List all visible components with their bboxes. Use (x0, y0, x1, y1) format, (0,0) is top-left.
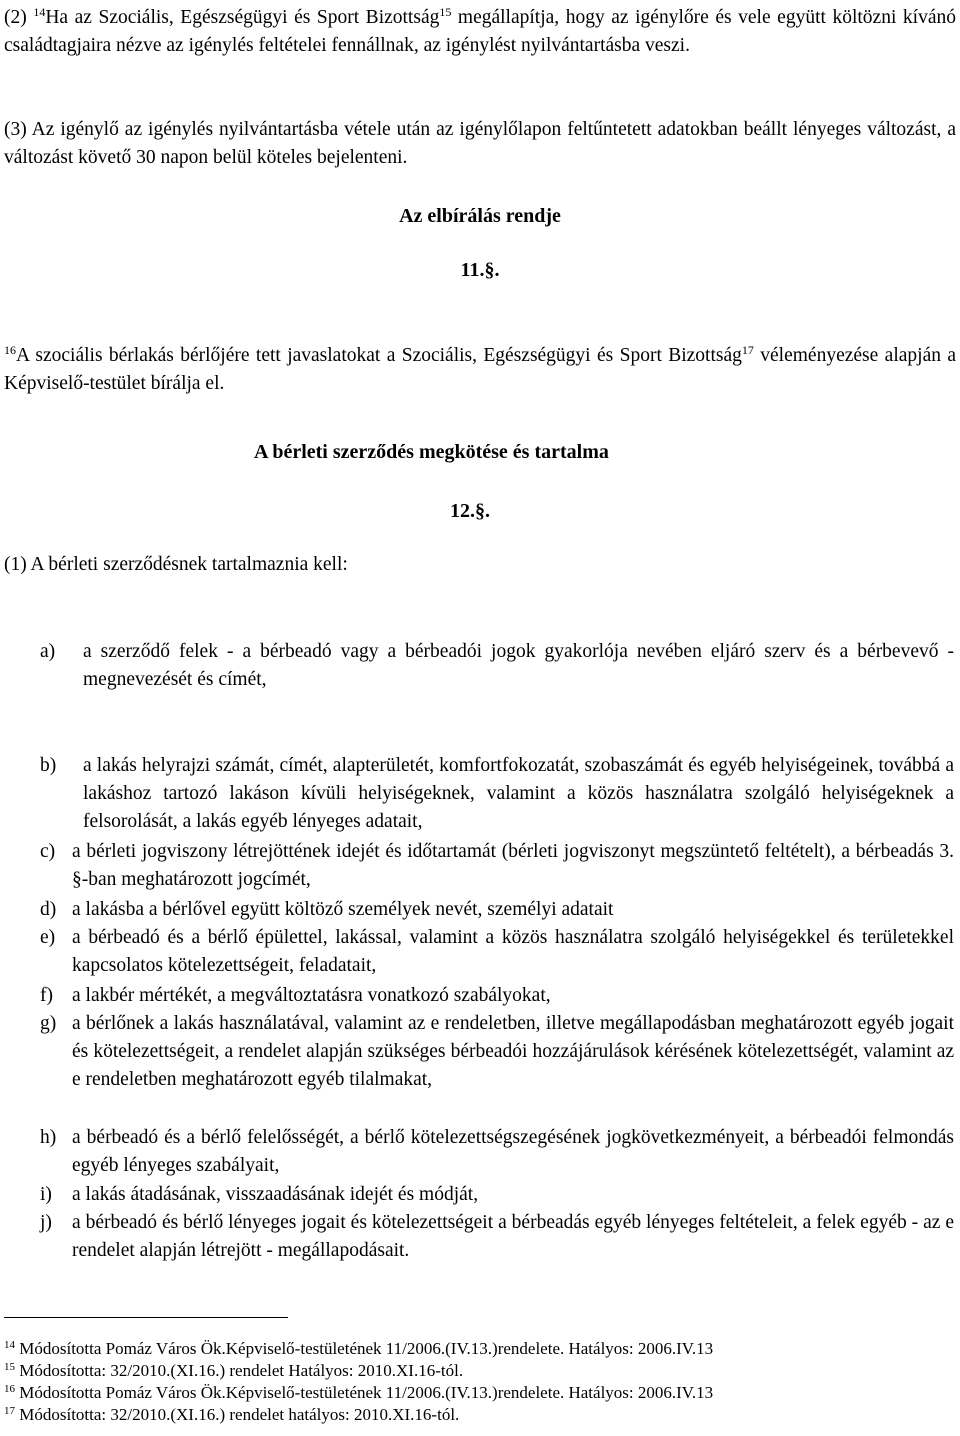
list-item-text: a lakás átadásának, visszaadásának idejét és módját, (72, 1184, 479, 1205)
footnote-number: 17 (4, 1405, 15, 1417)
footnote-ref-17[interactable]: 17 (741, 343, 754, 357)
section-title-elbiralas: Az elbírálás rendje (399, 205, 561, 227)
footnote-text: Módosította Pomáz Város Ök.Képviselő-testületének 11/2006.(IV.13.)rendelete. Hatályos: 2006.IV.13 (19, 1339, 714, 1358)
footnote-number: 14 (4, 1339, 15, 1351)
list-item-text: a lakbér mértékét, a megváltoztatásra vonatkozó szabályokat, (72, 985, 551, 1006)
paragraph-11-text-b: véleményezése alapján a Képviselő-testület bírálja el. (4, 345, 956, 394)
footnote-text: Módosította: 32/2010.(XI.16.) rendelet Hatályos: 2010.XI.16-tól. (19, 1361, 464, 1380)
list-item-marker: g) (40, 1013, 57, 1034)
footnote-text: Módosította Pomáz Város Ök.Képviselő-testületének 11/2006.(IV.13.)rendelete. Hatályos: 2006.IV.13 (19, 1383, 714, 1402)
list-item-marker: b) (40, 755, 57, 776)
list-item (40, 752, 954, 836)
list-item (40, 924, 954, 980)
list-item-text: a bérbeadó és a bérlő épülettel, lakással, valamint a közös használatra szolgáló helyiségekkel és területekkel kapcsolatos kötelezettségeit, feladatait, (72, 927, 954, 976)
list-item-text: a szerződő felek - a bérbeadó vagy a bérbeadói jogok gyakorlója nevében eljáró szerv és a bérbevevő - megnevezését és címét, (83, 641, 954, 690)
list-item-text: a bérbeadó és a bérlő felelősségét, a bérlő kötelezettségszegésének jogkövetkezményeit, a bérbeadói felmondás egyéb lényeges szabályait, (72, 1127, 954, 1176)
list-item (40, 1124, 954, 1180)
list-item-text: a bérleti jogviszony létrejöttének idejét és időtartamát (bérleti jogviszonyt megszüntető feltételt), a bérbeadás 3. §-ban meghatározott jogcímét, (72, 841, 954, 890)
section-number-12: 12.§. (450, 500, 490, 522)
paragraph-11-text-a: A szociális bérlakás bérlőjére tett javaslatokat a Szociális, Egészségügyi és Sport Bizottság (16, 345, 742, 366)
footnote-ref-15[interactable]: 15 (439, 5, 452, 19)
paragraph-11 (4, 342, 956, 398)
list-item-marker: c) (40, 841, 56, 862)
paragraph-2-number: (2) (4, 7, 27, 28)
footnote (4, 1360, 954, 1382)
footnote (4, 1404, 954, 1426)
list-item-text: a bérbeadó és bérlő lényeges jogait és kötelezettségeit a bérbeadás egyéb lényeges feltételeit, a felek egyéb - az e rendelet alapján létrejött - megállapodásait. (72, 1212, 954, 1261)
footnote-separator (4, 1317, 288, 1318)
footnote-ref-16[interactable]: 16 (4, 343, 16, 357)
paragraph-2-text-b: megállapítja, hogy az igénylőre és vele együtt költözni kívánó családtagjaira nézve az igénylés feltételei fennállnak, az igénylést nyilvántartásba veszi. (4, 7, 956, 56)
list-item (40, 1209, 954, 1265)
list-item-text: a bérlőnek a lakás használatával, valamint az e rendeletben, illetve megállapodásban meghatározott egyéb jogait és kötelezettségeit, a rendelet alapján szükséges bérbeadói hozzájárulások kérésének kötelezettségét, valamint az e rendeletben meghatározott egyéb tilalmakat, (72, 1013, 954, 1090)
list-item-marker: h) (40, 1127, 57, 1148)
list-item-marker: j) (40, 1212, 52, 1233)
paragraph-3: (3) Az igénylő az igénylés nyilvántartásba vétele után az igénylőlapon feltűntetett adatokban beállt lényeges változást, a változást követő 30 napon belül köteles bejelenteni. (4, 119, 956, 168)
footnote-ref-14[interactable]: 14 (33, 5, 46, 19)
paragraph-2-text-a: Ha az Szociális, Egészségügyi és Sport Bizottság (45, 7, 440, 28)
footnote (4, 1382, 954, 1404)
paragraph-12-intro: (1) A bérleti szerződésnek tartalmaznia kell: (4, 554, 348, 575)
footnote-number: 15 (4, 1361, 15, 1373)
list-item (40, 982, 954, 1010)
list-item (40, 838, 954, 894)
list-item-marker: f) (40, 985, 53, 1006)
footnote (4, 1338, 954, 1360)
footnote-text: Módosította: 32/2010.(XI.16.) rendelet hatályos: 2010.XI.16-tól. (19, 1405, 460, 1424)
list-item-marker: i) (40, 1184, 52, 1205)
list-item (40, 1181, 954, 1209)
paragraph-2 (4, 4, 956, 60)
list-item (40, 638, 954, 694)
list-item (40, 896, 954, 924)
list-item-marker: a) (40, 641, 56, 662)
section-title-szerzodes: A bérleti szerződés megkötése és tartalma (254, 441, 609, 463)
list-item-text: a lakásba a bérlővel együtt költöző személyek nevét, személyi adatait (72, 899, 614, 920)
list-item-text: a lakás helyrajzi számát, címét, alapterületét, komfortfokozatát, szobaszámát és egyéb helyiségeinek, továbbá a lakáshoz tartozó lakáson kívüli helyiségeknek, valamint a közös használatra szolgáló helyiségeknek a felsorolását, a lakás egyéb lényeges adatait, (83, 755, 954, 832)
footnote-number: 16 (4, 1383, 15, 1395)
list-item-marker: e) (40, 927, 56, 948)
list-item (40, 1010, 954, 1094)
section-number-11: 11.§. (460, 259, 500, 281)
list-item-marker: d) (40, 899, 57, 920)
